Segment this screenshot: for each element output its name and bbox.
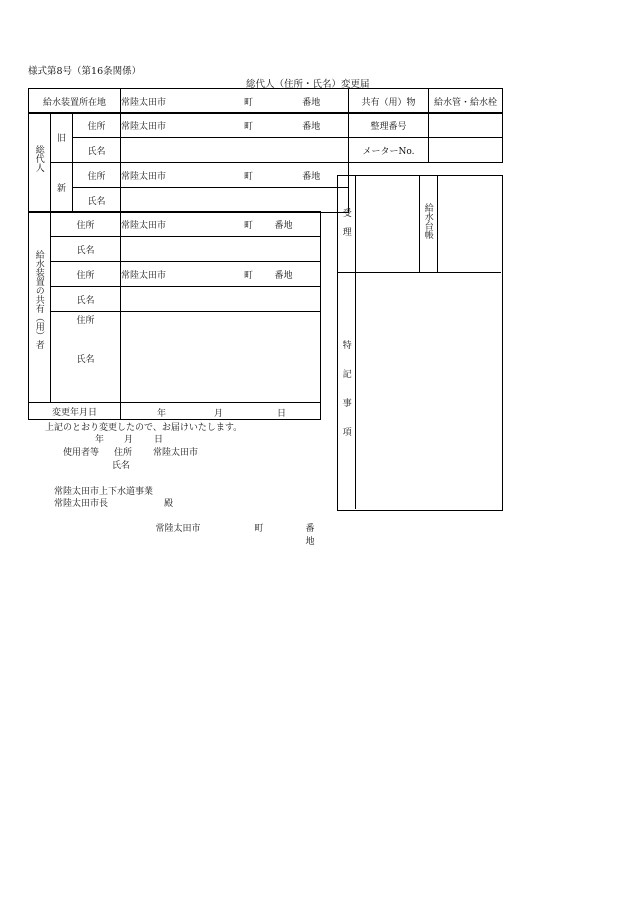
change-date-year: 年 [157,409,167,419]
coowner1-address-banchi: 番地 [275,212,321,237]
meter-value[interactable] [429,138,503,163]
addressee-line1: 常陸太田市上下水道事業 [54,487,154,497]
top-table [28,88,503,114]
shared-label: 共有（用）物 [349,89,429,114]
new-address-cho: 町 [223,163,275,188]
ledger-label: 給水台帳 [422,203,433,239]
declaration-year: 年 [95,435,105,445]
new-label: 新 [51,163,73,213]
side-box [337,175,503,511]
coowner2-address-cho: 町 [223,262,275,287]
meter-label: メーターNo. [349,138,429,163]
coowner2-address-banchi: 番地 [275,262,321,287]
old-name-label: 氏名 [73,138,121,163]
coowner2-address-label: 住所 [51,262,121,287]
user-name-label: 氏名 [112,461,131,471]
side-box-col1 [355,175,356,509]
change-date-field[interactable] [121,403,321,420]
coowner3-address-banchi: 番地 [305,523,315,547]
side-box-col2 [419,175,420,272]
change-date-label: 変更年月日 [29,403,121,420]
coowner2-address-city: 常陸太田市 [121,262,223,287]
old-address-city: 常陸太田市 [121,113,223,138]
coowner3-address-label: 住所 [76,316,95,326]
old-address-label: 住所 [73,113,121,138]
coowner3-labels [51,312,121,403]
form-number: 様式第8号（第16条関係） [28,66,142,77]
location-city: 常陸太田市 [121,89,223,114]
coowner3-name-label: 氏名 [76,355,95,365]
coowner1-name-label: 氏名 [51,237,121,262]
side-box-col3 [437,175,438,272]
coowner3-address-cho: 町 [254,523,264,534]
user-address-value: 常陸太田市 [153,448,199,458]
document-title: 総代人（住所・氏名）変更届 [246,79,370,90]
location-label: 給水装置所在地 [29,89,121,114]
seiri-value[interactable] [429,113,503,138]
coowner2-name-field[interactable] [121,287,321,312]
user-address-label: 住所 [114,448,133,458]
new-address-banchi: 番地 [275,163,349,188]
coowner3-address-city: 常陸太田市 [155,523,201,534]
coowner-group-label: 給水装置の共有（用）者 [33,250,44,349]
declaration-text: 上記のとおり変更したので、お届けいたします。 [45,423,243,433]
receipt-label: 受理 [340,208,351,246]
remarks-label: 特記事項 [340,340,351,456]
new-address-city: 常陸太田市 [121,163,223,188]
representative-group-label: 総代人 [33,145,44,172]
addressee-honorific: 殿 [164,499,174,509]
declaration-day: 日 [154,435,164,445]
declaration-month: 月 [124,435,134,445]
side-box-divider [337,272,501,273]
new-name-label: 氏名 [73,188,121,213]
location-cho: 町 [223,89,275,114]
new-address-label: 住所 [73,163,121,188]
shared-value: 給水管・給水栓 [429,89,503,114]
change-date-day: 日 [277,409,287,419]
coowner1-address-city: 常陸太田市 [121,212,223,237]
location-banchi: 番地 [275,89,349,114]
old-label: 旧 [51,113,73,163]
seiri-label: 整理番号 [349,113,429,138]
user-label: 使用者等 [63,448,100,458]
coowner1-address-cho: 町 [223,212,275,237]
coowner1-name-field[interactable] [121,237,321,262]
new-name-field[interactable] [121,188,349,213]
coowner2-name-label: 氏名 [51,287,121,312]
coowner1-address-label: 住所 [51,212,121,237]
change-date-month: 月 [214,409,224,419]
old-address-cho: 町 [223,113,275,138]
addressee-line2: 常陸太田市長 [54,499,109,509]
old-name-field[interactable] [121,138,349,163]
old-address-banchi: 番地 [275,113,349,138]
